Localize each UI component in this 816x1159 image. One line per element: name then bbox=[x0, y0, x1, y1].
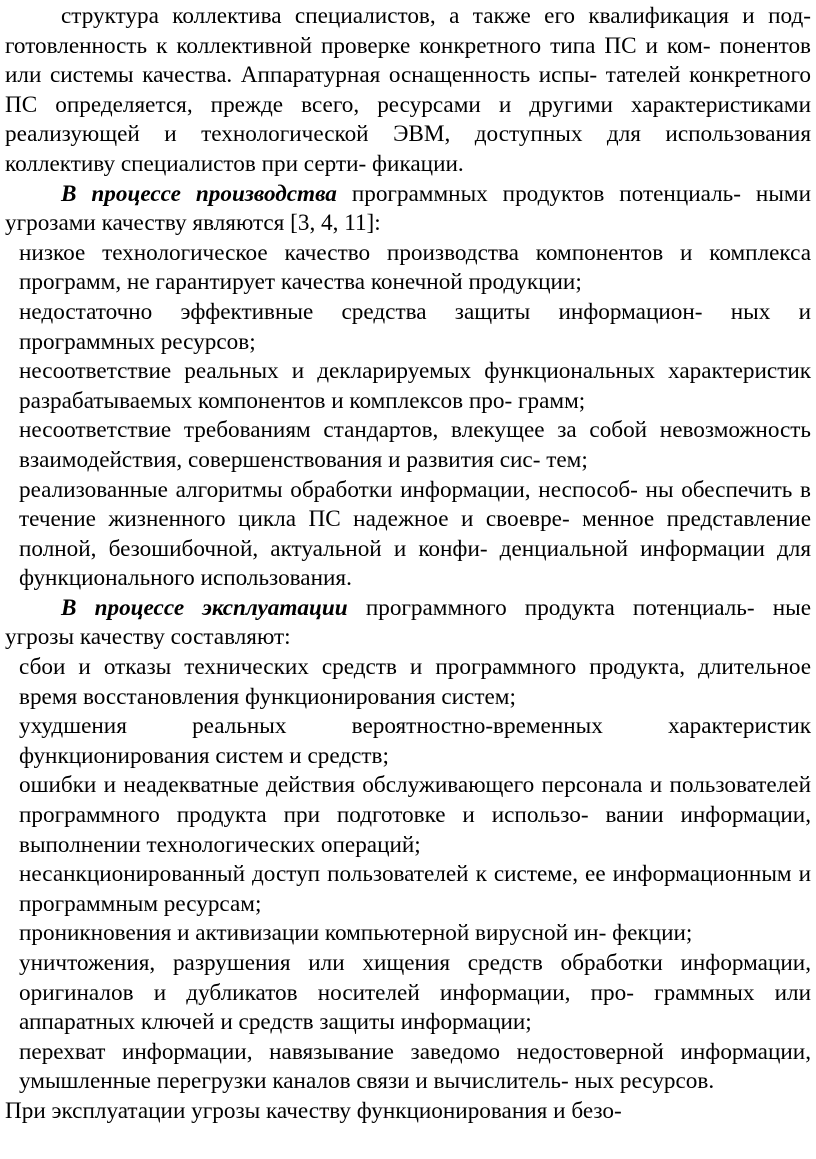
list-item: перехват информации, навязывание заведомо недостоверной информации, умышленные перегрузки каналов связи и вычислитель- ных ресурсов. bbox=[19, 1038, 811, 1095]
operation-lead: В процессе эксплуатации bbox=[61, 594, 348, 621]
operation-rest: программного продукта потенциаль- ные угрозы качеству составляют: bbox=[5, 594, 811, 651]
list-item: недостаточно эффективные средства защиты информацион- ных и программных ресурсов; bbox=[19, 298, 811, 355]
list-item: реализованные алгоритмы обработки информации, неспособ- ны обеспечить в течение жизненного цикла ПС надежное и своевре- менное представление полной, безошибочной, актуальной и конфи- денциальной информации для функционального использования. bbox=[19, 476, 811, 592]
list-item: уничтожения, разрушения или хищения средств обработки информации, оригиналов и дубликатов носителей информации, про- граммных или аппаратных ключей и средств защиты информации; bbox=[19, 950, 811, 1036]
operation-paragraph bbox=[5, 594, 811, 653]
list-item: проникновения и активизации компьютерной вирусной ин- фекции; bbox=[19, 920, 693, 947]
list-item: низкое технологическое качество производства компонентов и комплекса программ, не гарантирует качества конечной продукции; bbox=[19, 239, 811, 296]
closing-paragraph: При эксплуатации угрозы качеству функционирования и безо- bbox=[5, 1097, 622, 1124]
production-paragraph bbox=[5, 180, 811, 239]
operation-list bbox=[5, 653, 811, 1097]
production-list bbox=[5, 239, 811, 594]
list-item: несанкционированный доступ пользователей к системе, ее информационным и программным ресурсам; bbox=[19, 861, 811, 917]
production-rest: программных продуктов потенциаль- ными угрозами качеству являются [3, 4, 11]: bbox=[5, 180, 811, 237]
list-item: несоответствие реальных и декларируемых функциональных характеристик разрабатываемых компонентов и комплексов про- грамм; bbox=[19, 358, 811, 414]
list-item: несоответствие требованиям стандартов, влекущее за собой невозможность взаимодействия, совершенствования и развития сис- тем; bbox=[19, 417, 811, 473]
intro-paragraph: структура коллектива специалистов, а также его квалификация и под- готовленность к коллективной проверке конкретного типа ПС и ком- понентов или системы качества. Аппаратурная оснащенность испы- тателей конкретного ПС определяется, прежде всего, ресурсами и другими характеристиками реализующей и технологической ЭВМ, доступных для использования коллективу специалистов при серти- фикации. bbox=[5, 3, 811, 177]
production-lead: В процессе производства bbox=[61, 180, 337, 207]
list-item: ошибки и неадекватные действия обслуживающего персонала и пользователей программного продукта при подготовке и использо- вании информации, выполнении технологических операций; bbox=[19, 772, 811, 858]
list-item: ухудшения реальных вероятностно-временных характеристик функционирования систем и средств; bbox=[19, 713, 811, 769]
list-item: сбои и отказы технических средств и программного продукта, длительное время восстановления функционирования систем; bbox=[19, 654, 811, 710]
